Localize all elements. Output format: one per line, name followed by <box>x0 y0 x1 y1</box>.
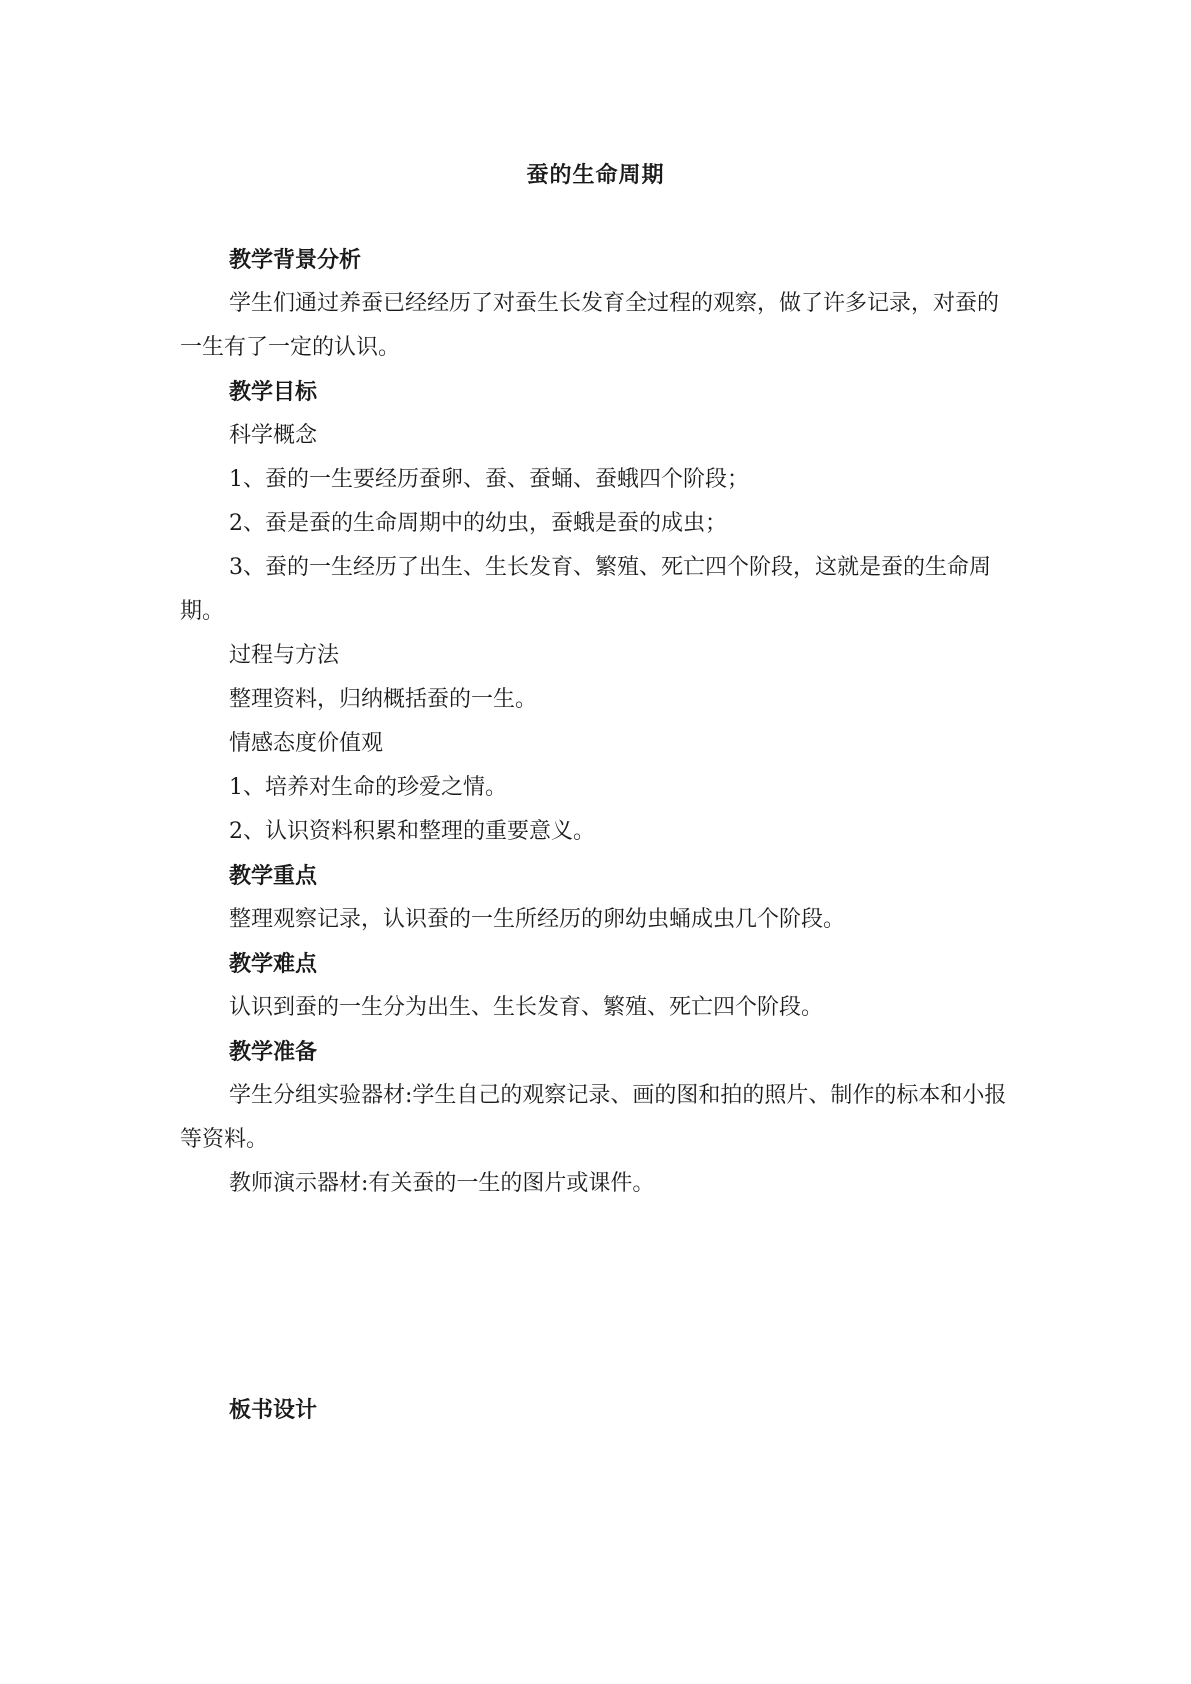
key-point-heading: 教学重点 <box>229 863 318 889</box>
board-design-heading: 板书设计 <box>229 1397 318 1423</box>
science-item-2: 2、蚕是蚕的生命周期中的幼虫，蚕蛾是蚕的成虫； <box>229 511 727 536</box>
emotion-item-1: 1、培养对生命的珍爱之情。 <box>229 775 507 800</box>
student-materials: 学生分组实验器材:学生自己的观察记录、画的图和拍的照片、制作的标本和小报等资料。 <box>180 1083 1007 1152</box>
emotion-item-2: 2、认识资料积累和整理的重要意义。 <box>229 819 595 844</box>
science-item-3: 3、蚕的一生经历了出生、生长发育、繁殖、死亡四个阶段，这就是蚕的生命周期。 <box>180 555 991 624</box>
difficulty-heading: 教学难点 <box>229 951 318 977</box>
objectives-heading: 教学目标 <box>229 379 318 405</box>
background-paragraph: 学生们通过养蚕已经经历了对蚕生长发育全过程的观察，做了许多记录，对蚕的一生有了一定的认识。 <box>180 291 1000 360</box>
spacer <box>180 1206 1010 1388</box>
document-body <box>180 238 1010 1432</box>
teacher-materials: 教师演示器材:有关蚕的一生的图片或课件。 <box>229 1171 655 1196</box>
key-point-text: 整理观察记录，认识蚕的一生所经历的卵幼虫蛹成虫几个阶段。 <box>229 907 846 932</box>
process-label: 过程与方法 <box>229 643 340 668</box>
science-concept-label: 科学概念 <box>229 423 318 448</box>
science-item-1: 1、蚕的一生要经历蚕卵、蚕、蚕蛹、蚕蛾四个阶段； <box>229 467 749 492</box>
difficulty-text: 认识到蚕的一生分为出生、生长发育、繁殖、死亡四个阶段。 <box>229 995 824 1020</box>
emotion-label: 情感态度价值观 <box>229 731 384 756</box>
background-heading: 教学背景分析 <box>229 247 362 273</box>
preparation-heading: 教学准备 <box>229 1039 318 1065</box>
process-text: 整理资料，归纳概括蚕的一生。 <box>229 687 538 712</box>
document-title: 蚕的生命周期 <box>526 162 665 188</box>
